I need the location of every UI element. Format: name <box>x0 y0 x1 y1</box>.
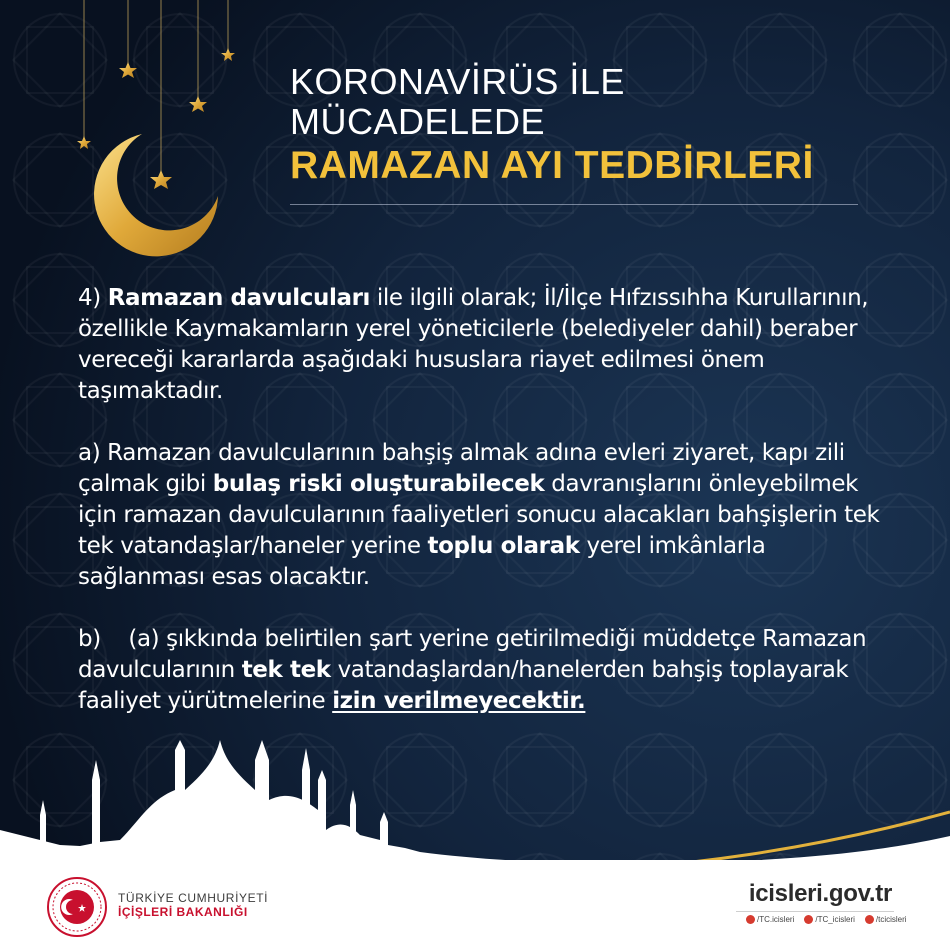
paragraph-prefix: 4) <box>78 285 108 311</box>
ministry-name <box>118 891 268 919</box>
page-title <box>290 62 890 190</box>
title-line-3-highlight: RAMAZAN AYI TEDBİRLERİ <box>290 144 814 187</box>
bold-text: bulaş riski oluşturabilecek <box>212 471 545 497</box>
social-facebook[interactable] <box>746 915 794 924</box>
ministry-name-line-1: TÜRKİYE CUMHURİYETİ <box>118 891 269 905</box>
paragraph-text: ile ilgili olarak; İl/İlçe Hıfzıssıhha Kurullarının, özellikle Kaymakamların yerel yöneticilerle (belediyeler dahil) beraber vereceği kararlarda aşağıdaki hususlara riayet edilmesi önem taşımaktadır. <box>78 285 869 404</box>
paragraph-a <box>78 438 898 593</box>
paragraph-text: a) Ramazan davulcularının bahşiş almak adına evleri ziyaret, kapı zili çalmak gibi <box>78 440 845 497</box>
paragraph-text: b) (a) şıkkında belirtilen şart yerine getirilmediği müddetçe Ramazan davulcularının <box>78 626 867 683</box>
website-divider <box>736 911 894 912</box>
ministry-name-line-2: İÇİŞLERİ BAKANLIĞI <box>118 905 248 919</box>
website-link[interactable]: icisleri.gov.tr <box>748 880 892 907</box>
title-line-1: KORONAVİRÜS İLE <box>290 61 625 102</box>
social-twitter[interactable] <box>804 915 855 924</box>
bold-text: tek tek <box>241 657 331 683</box>
paragraph-text: vatandaşlardan/hanelerden bahşiş toplayarak faaliyet yürütmelerine <box>78 657 849 714</box>
title-line-2: MÜCADELEDE <box>290 101 546 142</box>
paragraph-b <box>78 624 898 717</box>
paragraph-text: davranışlarını önleyebilmek için ramazan davulcularının faaliyetleri sonucu alacakları bahşişlerin tek tek vatandaşlar/haneler yerine <box>78 471 880 559</box>
social-instagram[interactable] <box>865 915 907 924</box>
announcement-body <box>78 283 898 748</box>
bold-text: Ramazan davulcuları <box>107 285 370 311</box>
underlined-bold-text: izin verilmeyecektir. <box>332 688 586 714</box>
bold-text: toplu olarak <box>427 533 580 559</box>
twitter-icon <box>804 915 813 924</box>
facebook-icon <box>746 915 755 924</box>
instagram-icon <box>865 915 874 924</box>
social-links <box>746 915 907 924</box>
paragraph-4 <box>78 283 898 407</box>
paragraph-text: yerel imkânlarla sağlanması esas olacaktır. <box>78 533 766 590</box>
social-handle: /tcicisleri <box>875 915 907 924</box>
social-handle: /TC.icisleri <box>757 915 795 924</box>
social-handle: /TC_icisleri <box>815 915 855 924</box>
title-divider <box>290 204 858 205</box>
ministry-seal-icon <box>46 876 108 938</box>
